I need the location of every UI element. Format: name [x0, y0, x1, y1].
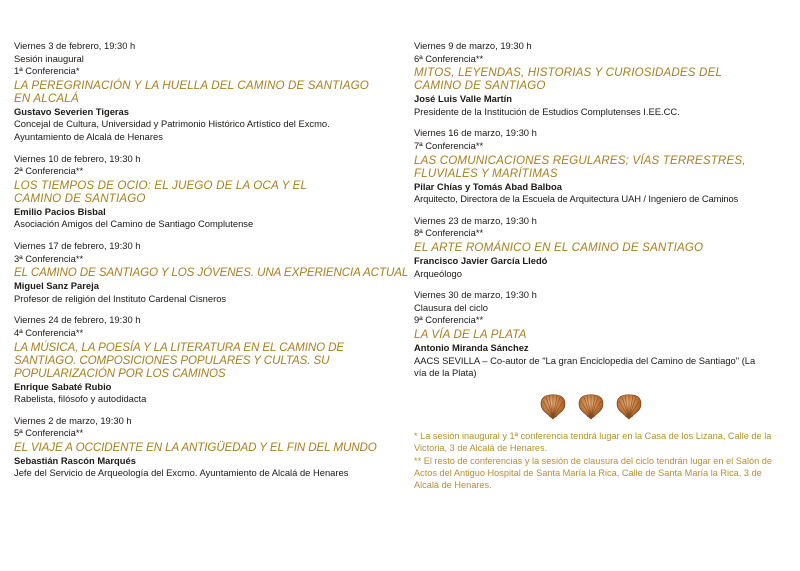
conference-title: EL CAMINO DE SANTIAGO Y LOS JÓVENES. UNA EXPERIENCIA ACTUAL — [14, 266, 409, 280]
speaker-name: Emilio Pacios Bisbal — [14, 205, 106, 217]
conference-number: 3ª Conferencia** — [14, 252, 84, 264]
speaker-affiliation: AACS SEVILLA – Co-autor de "La gran Enciclopedia del Camino de Santiago" (La vía de la Plata) — [414, 354, 756, 379]
speaker-name: Antonio Miranda Sánchez — [414, 341, 529, 353]
speaker-name: Gustavo Severien Tigeras — [14, 105, 129, 117]
speaker-name: Enrique Sabaté Rubio — [14, 380, 112, 392]
event-date: Viernes 10 de febrero, 19:30 h — [14, 152, 141, 164]
event-session-label: Clausura del ciclo — [414, 301, 488, 313]
conference-title: LA VÍA DE LA PLATA — [414, 327, 527, 341]
scallop-shell-icon — [577, 392, 605, 420]
event-7 — [414, 127, 784, 205]
scallop-shell-icon — [539, 392, 567, 420]
event-date: Viernes 24 de febrero, 19:30 h — [14, 314, 141, 326]
speaker-name: Francisco Javier García Lledó — [414, 254, 548, 266]
event-9 — [414, 289, 784, 380]
footnotes — [414, 430, 784, 492]
speaker-name: Pilar Chías y Tomás Abad Balboa — [414, 180, 562, 192]
speaker-affiliation: Jefe del Servicio de Arqueología del Excmo. Ayuntamiento de Alcalá de Henares — [14, 467, 349, 479]
speaker-affiliation: Arquitecto, Directora de la Escuela de Arquitectura UAH / Ingeniero de Caminos — [414, 193, 739, 205]
event-date: Viernes 23 de marzo, 19:30 h — [414, 214, 537, 226]
speaker-affiliation: Asociación Amigos del Camino de Santiago Complutense — [14, 218, 254, 230]
event-date: Viernes 17 de febrero, 19:30 h — [14, 239, 141, 251]
footnote-venue: ** El resto de conferencias y la sesión de clausura del ciclo tendrán lugar en el Salón de Actos del Antiguo Hospital de Santa María la Rica, Calle de Santa María la Rica, 3 de Alcalá de Henares. — [414, 455, 773, 491]
conference-number: 4ª Conferencia** — [14, 326, 84, 338]
conference-number: 8ª Conferencia** — [414, 227, 484, 239]
conference-number: 9ª Conferencia** — [414, 314, 484, 326]
left-column — [14, 40, 409, 489]
event-2 — [14, 153, 396, 231]
event-session-label: Sesión inaugural — [14, 52, 84, 64]
right-column — [414, 40, 784, 492]
speaker-name: Sebastián Rascón Marqués — [14, 454, 136, 466]
conference-number: 2ª Conferencia** — [14, 165, 84, 177]
speaker-affiliation: Rabelista, filósofo y autodidacta — [14, 393, 147, 405]
event-6 — [414, 40, 784, 118]
conference-number: 5ª Conferencia** — [14, 427, 84, 439]
event-date: Viernes 30 de marzo, 19:30 h — [414, 289, 537, 301]
scallop-shell-icon — [615, 392, 643, 420]
speaker-affiliation: Arqueólogo — [414, 267, 462, 279]
conference-title: LA MÚSICA, LA POESÍA Y LA LITERATURA EN EL CAMINO DE SANTIAGO. COMPOSICIONES POPULARES Y CULTAS. SU POPULARIZACIÓN POR LOS CAMINOS — [14, 340, 345, 380]
event-date: Viernes 3 de febrero, 19:30 h — [14, 40, 136, 51]
footnote-inaugural: * La sesión inaugural y 1ª conferencia tendrá lugar en la Casa de los Lizana, Calle de la Victoria, 3 de Alcalá de Henares. — [414, 430, 772, 454]
conference-number: 7ª Conferencia** — [414, 139, 484, 151]
event-4 — [14, 314, 396, 405]
event-5 — [14, 415, 396, 480]
event-date: Viernes 16 de marzo, 19:30 h — [414, 127, 537, 139]
event-date: Viernes 9 de marzo, 19:30 h — [414, 40, 532, 51]
speaker-affiliation: Presidente de la Institución de Estudios Complutenses I.EE.CC. — [414, 105, 680, 117]
event-8 — [414, 215, 784, 280]
speaker-name: Miguel Sanz Pareja — [14, 280, 99, 292]
conference-number: 1ª Conferencia* — [14, 65, 80, 77]
event-3 — [14, 239, 409, 305]
speaker-name: José Luis Valle Martín — [414, 93, 512, 105]
conference-title: MITOS, LEYENDAS, HISTORIAS Y CURIOSIDADES DEL CAMINO DE SANTIAGO — [414, 66, 722, 93]
event-date: Viernes 2 de marzo, 19:30 h — [14, 414, 132, 426]
event-1 — [14, 40, 396, 144]
speaker-affiliation: Concejal de Cultura, Universidad y Patrimonio Histórico Artístico del Excmo. Ayuntamiento de Alcalá de Henares — [14, 118, 330, 142]
conference-title: EL ARTE ROMÁNICO EN EL CAMINO DE SANTIAGO — [414, 240, 704, 254]
conference-title: EL VIAJE A OCCIDENTE EN LA ANTIGÜEDAD Y EL FIN DEL MUNDO — [14, 440, 377, 454]
conference-title: LAS COMUNICACIONES REGULARES; VÍAS TERRESTRES, FLUVIALES Y MARÍTIMAS — [414, 153, 746, 180]
conference-title: LOS TIEMPOS DE OCIO: EL JUEGO DE LA OCA Y EL CAMINO DE SANTIAGO — [14, 178, 307, 205]
conference-number: 6ª Conferencia** — [414, 52, 484, 64]
speaker-affiliation: Profesor de religión del Instituto Cardenal Cisneros — [14, 292, 227, 304]
scallop-shells — [539, 392, 784, 420]
conference-title: LA PEREGRINACIÓN Y LA HUELLA DEL CAMINO DE SANTIAGO EN ALCALÁ — [14, 78, 369, 105]
